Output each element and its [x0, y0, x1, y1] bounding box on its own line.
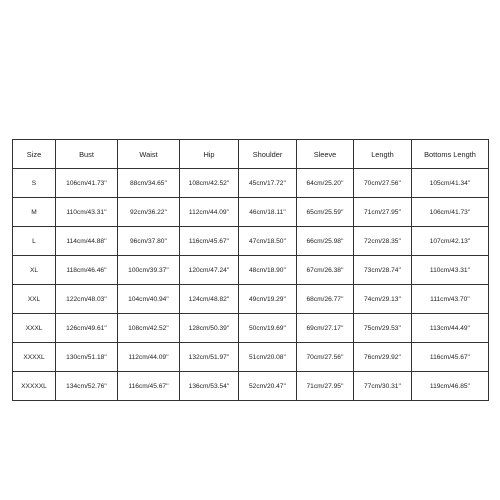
bottoms-length-cell: 106cm/41.73'' [412, 198, 489, 227]
table-row [13, 198, 489, 227]
sleeve-cell: 71cm/27.95'' [297, 372, 354, 401]
hip-cell: 120cm/47.24'' [180, 256, 239, 285]
hip-cell: 136cm/53.54'' [180, 372, 239, 401]
length-cell: 70cm/27.56'' [354, 169, 412, 198]
sleeve-cell: 66cm/25.98'' [297, 227, 354, 256]
hip-cell: 112cm/44.09'' [180, 198, 239, 227]
header-hip: Hip [180, 140, 239, 169]
waist-cell: 96cm/37.80'' [118, 227, 180, 256]
header-row [13, 140, 489, 169]
bust-cell: 134cm/52.76'' [56, 372, 118, 401]
hip-cell: 108cm/42.52'' [180, 169, 239, 198]
waist-cell: 88cm/34.65'' [118, 169, 180, 198]
shoulder-cell: 51cm/20.08'' [239, 343, 297, 372]
header-sleeve: Sleeve [297, 140, 354, 169]
size-cell: XXXL [13, 314, 56, 343]
table-row [13, 169, 489, 198]
waist-cell: 108cm/42.52'' [118, 314, 180, 343]
shoulder-cell: 46cm/18.11'' [239, 198, 297, 227]
bottoms-length-cell: 111cm/43.70'' [412, 285, 489, 314]
header-length: Length [354, 140, 412, 169]
waist-cell: 92cm/36.22'' [118, 198, 180, 227]
shoulder-cell: 49cm/19.29'' [239, 285, 297, 314]
sleeve-cell: 65cm/25.59'' [297, 198, 354, 227]
bust-cell: 114cm/44.88'' [56, 227, 118, 256]
shoulder-cell: 48cm/18.90'' [239, 256, 297, 285]
waist-cell: 112cm/44.09'' [118, 343, 180, 372]
size-cell: XXXXXL [13, 372, 56, 401]
header-bottoms-length: Bottoms Length [412, 140, 489, 169]
table-row [13, 227, 489, 256]
bust-cell: 110cm/43.31'' [56, 198, 118, 227]
bust-cell: 106cm/41.73'' [56, 169, 118, 198]
bottoms-length-cell: 105cm/41.34'' [412, 169, 489, 198]
bottoms-length-cell: 107cm/42.13'' [412, 227, 489, 256]
length-cell: 76cm/29.92'' [354, 343, 412, 372]
header-bust: Bust [56, 140, 118, 169]
size-chart-table [12, 139, 489, 401]
hip-cell: 124cm/48.82'' [180, 285, 239, 314]
bottoms-length-cell: 116cm/45.67'' [412, 343, 489, 372]
header-waist: Waist [118, 140, 180, 169]
length-cell: 71cm/27.95'' [354, 198, 412, 227]
size-cell: XL [13, 256, 56, 285]
table-row [13, 256, 489, 285]
bust-cell: 118cm/46.46'' [56, 256, 118, 285]
size-chart [12, 139, 488, 401]
sleeve-cell: 64cm/25.20'' [297, 169, 354, 198]
length-cell: 72cm/28.35'' [354, 227, 412, 256]
bottoms-length-cell: 110cm/43.31'' [412, 256, 489, 285]
waist-cell: 100cm/39.37'' [118, 256, 180, 285]
sleeve-cell: 70cm/27.56'' [297, 343, 354, 372]
sleeve-cell: 69cm/27.17'' [297, 314, 354, 343]
bust-cell: 130cm/51.18'' [56, 343, 118, 372]
size-cell: S [13, 169, 56, 198]
sleeve-cell: 68cm/26.77'' [297, 285, 354, 314]
shoulder-cell: 52cm/20.47'' [239, 372, 297, 401]
header-shoulder: Shoulder [239, 140, 297, 169]
length-cell: 74cm/29.13'' [354, 285, 412, 314]
waist-cell: 104cm/40.94'' [118, 285, 180, 314]
length-cell: 73cm/28.74'' [354, 256, 412, 285]
header-size: Size [13, 140, 56, 169]
shoulder-cell: 45cm/17.72'' [239, 169, 297, 198]
bottoms-length-cell: 113cm/44.49'' [412, 314, 489, 343]
bust-cell: 122cm/48.03'' [56, 285, 118, 314]
table-row [13, 372, 489, 401]
shoulder-cell: 47cm/18.50'' [239, 227, 297, 256]
table-row [13, 285, 489, 314]
table-row [13, 343, 489, 372]
size-cell: L [13, 227, 56, 256]
bottoms-length-cell: 119cm/46.85'' [412, 372, 489, 401]
size-cell: XXXXL [13, 343, 56, 372]
waist-cell: 116cm/45.67'' [118, 372, 180, 401]
hip-cell: 132cm/51.97'' [180, 343, 239, 372]
sleeve-cell: 67cm/26.38'' [297, 256, 354, 285]
length-cell: 75cm/29.53'' [354, 314, 412, 343]
size-cell: M [13, 198, 56, 227]
shoulder-cell: 50cm/19.69'' [239, 314, 297, 343]
bust-cell: 126cm/49.61'' [56, 314, 118, 343]
length-cell: 77cm/30.31'' [354, 372, 412, 401]
table-row [13, 314, 489, 343]
hip-cell: 116cm/45.67'' [180, 227, 239, 256]
hip-cell: 128cm/50.39'' [180, 314, 239, 343]
size-cell: XXL [13, 285, 56, 314]
